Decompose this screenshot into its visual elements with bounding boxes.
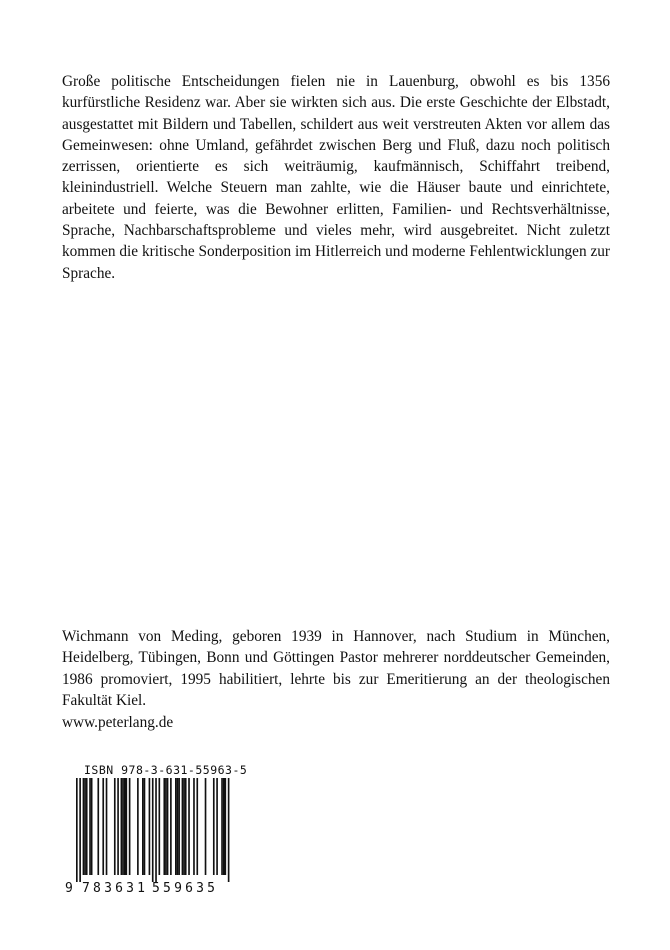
- barcode-bar: [144, 778, 146, 875]
- barcode-bar: [213, 778, 215, 875]
- barcode-bar: [83, 778, 85, 875]
- isbn-barcode: [62, 763, 248, 895]
- barcode-bar: [137, 778, 139, 875]
- barcode-right-digits: 559635: [152, 881, 215, 895]
- barcode-bar: [124, 778, 126, 875]
- barcode-bar: [185, 778, 187, 875]
- book-description: Große politische Entscheidungen fielen nie in Lauenburg, obwohl es bis 1356 kurfürstliche Residenz war. Aber sie wirkten sich aus. Die erste Geschichte der Elbstadt, ausgestattet mit Bildern und Tabellen, schildert aus weit verstreuten Akten vor allem das Gemeinwesen: ohne Umland, gefährdet zwischen Berg und Fluß, dazu noch politisch zerrissen, orientierte es sich weiträumig, kaufmännisch, Schiffahrt treibend, kleinindustriell. Welche Steuern man zahlte, wie die Häuser baute und einrichtete, arbeitete und feierte, was die Bewohner erlitten, Familien- und Rechtsverhältnisse, Sprache, Nachbarschaftsprobleme und vieles mehr, wird ausgebreitet. Nicht zuletzt kommen die kritische Sonderposition im Hitlerreich und moderne Fehlentwicklungen zur Sprache.: [62, 73, 610, 282]
- barcode-first-digit: 9: [65, 881, 73, 895]
- barcode-bar: [149, 778, 151, 875]
- barcode-bar: [76, 778, 78, 882]
- barcode-bar: [152, 778, 154, 882]
- barcode-bar: [114, 778, 116, 875]
- isbn-label: ISBN 978-3-631-55963-5: [84, 763, 248, 777]
- barcode-bar: [155, 778, 157, 882]
- barcode-bar: [84, 778, 86, 875]
- barcode-bar: [205, 778, 207, 875]
- barcode-bar: [159, 778, 161, 875]
- barcode-bar: [102, 778, 104, 875]
- barcode-bar: [216, 778, 218, 875]
- publisher-website: www.peterlang.de: [62, 714, 174, 731]
- barcode-bar: [193, 778, 195, 875]
- barcode-bar: [170, 778, 172, 875]
- barcode-bar: [182, 778, 184, 875]
- barcode-bars-group: [76, 778, 230, 882]
- barcode-bar: [91, 778, 93, 875]
- barcode-bar: [177, 778, 179, 875]
- barcode-bar: [126, 778, 128, 875]
- author-biography: Wichmann von Meding, geboren 1939 in Hannover, nach Studium in München, Heidelberg, Tübingen, Bonn und Göttingen Pastor mehrerer norddeutscher Gemeinden, 1986 promoviert, 1995 habilitiert, lehrte bis zur Emeritierung an der theologischen Fakultät Kiel.: [62, 628, 610, 709]
- barcode-bar: [79, 778, 81, 882]
- barcode-bar: [86, 778, 88, 875]
- barcode-bar: [163, 778, 165, 875]
- barcode-bar: [225, 778, 227, 875]
- barcode-bar: [121, 778, 123, 875]
- barcode-bars: [62, 778, 230, 895]
- barcode-left-digits: 783631: [82, 881, 145, 895]
- barcode-bar: [167, 778, 169, 875]
- barcode-bar: [196, 778, 198, 875]
- barcode-bar: [122, 778, 124, 875]
- barcode-bar: [89, 778, 91, 875]
- barcode-bar: [178, 778, 180, 875]
- barcode-bar: [129, 778, 131, 875]
- barcode-bar: [183, 778, 185, 875]
- barcode-bar: [221, 778, 223, 875]
- barcode-bar: [175, 778, 177, 875]
- barcode-bar: [106, 778, 108, 875]
- barcode-bar: [188, 778, 190, 875]
- barcode-bar: [165, 778, 167, 875]
- barcode-bar: [117, 778, 119, 875]
- barcode-bar: [142, 778, 144, 875]
- barcode-bar: [228, 778, 230, 882]
- barcode-bar: [97, 778, 99, 875]
- barcode-bar: [223, 778, 225, 875]
